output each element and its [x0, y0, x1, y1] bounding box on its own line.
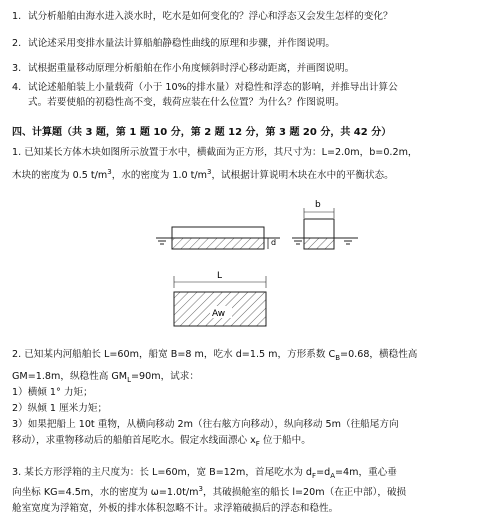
q1-text-b: ，水的密度为 1.0 t/m — [111, 170, 207, 182]
q2-gml-sub: L — [127, 375, 131, 384]
q1-sup-1: 3 — [107, 168, 112, 176]
calc-q1-line1: 1. 已知某长方体木块如图所示放置于水中，横截面为正方形，其尺寸为：L=2.0m，b=0.2m， — [12, 147, 418, 158]
section-title: 四、计算题（共 3 题，第 1 题 10 分，第 2 题 12 分，第 3 题 20 分，共 42 分） — [12, 127, 392, 138]
question-text-line1: 试论述船舶装上小量载荷（小于 10%的排水量）对稳性和浮态的影响，并推导出计算公 — [28, 82, 398, 93]
calc-q2-item3: 3）如果把船上 10t 重物，从横向移动 2m（往右舷方向移动），纵向移动 5m（往船尾方向 — [12, 419, 399, 430]
side-submerged — [172, 238, 264, 249]
question-number: 3. — [12, 63, 22, 74]
question-text: 试论述采用变排水量法计算船舶静稳性曲线的原理和步骤，并作图说明。 — [28, 38, 335, 49]
q2-text-f: 位于船中。 — [259, 435, 311, 446]
calc-q2-item1: 1）横倾 1° 力矩； — [12, 387, 93, 398]
question-text: 试分析船舶由海水进入淡水时，吃水是如何变化的？浮心和浮态又会发生怎样的变化？ — [28, 11, 393, 22]
label-b: b — [315, 200, 321, 210]
q3-da-sub: A — [330, 471, 335, 480]
label-L: L — [217, 271, 223, 281]
q2-text-c: GM=1.8m，纵稳性高 GM — [12, 371, 128, 382]
question-text-line2: 式。若要使船的初稳性高不变，载荷应装在什么位置？为什么？作图说明。 — [28, 97, 345, 108]
side-view — [156, 227, 280, 249]
label-d: d — [271, 238, 277, 247]
calc-q3-line2 — [12, 484, 482, 500]
question-number: 4. — [12, 82, 22, 93]
q2-text-a: 2. 已知某内河船舶长 L=60m，船宽 B=8 m，吃水 d=1.5 m，方形系数 C — [12, 349, 336, 360]
q1-sup-2: 3 — [207, 168, 212, 176]
calc-q2-item2: 2）纵倾 1 厘米力矩； — [12, 403, 108, 414]
q3-text-e: ，其破损舱室的船长 l=20m（在正中部），破损 — [202, 487, 407, 499]
q1-text-c: ，试根据计算说明木块在水中的平衡状态。 — [211, 170, 394, 182]
q3-sup: 3 — [198, 485, 203, 493]
question-text: 试根据重量移动原理分析船舶在作小角度倾斜时浮心移动距离，并画图说明。 — [28, 63, 355, 74]
q3-text-d: 向坐标 KG=4.5m，水的密度为 ω=1.0t/m — [12, 487, 199, 499]
calc-q3-line1 — [12, 466, 482, 481]
calc-q2-line2 — [12, 370, 482, 385]
calc-q2-line1 — [12, 348, 482, 363]
question-4-cont — [28, 96, 487, 110]
block-figure — [140, 196, 380, 346]
q3-text-a: 3. 某长方形浮箱的主尺度为：长 L=60m，宽 B=12m，首尾吃水为 d — [12, 467, 313, 478]
question-2 — [12, 37, 482, 51]
q3-df-sub: F — [312, 471, 317, 480]
q2-text-b: =0.68，横稳性高 — [340, 349, 418, 360]
q2-xf-sub: F — [255, 439, 260, 448]
plan-view — [174, 271, 266, 326]
q3-text-c: =4m，重心垂 — [335, 467, 397, 478]
calc-q3-line3: 舱室宽度为浮箱宽，外板的排水体积忽略不计。求浮箱破损后的浮态和稳性。 — [12, 503, 339, 514]
calc-q1-line2 — [12, 167, 482, 183]
question-number: 1. — [12, 11, 22, 22]
question-number: 2. — [12, 38, 22, 49]
q2-text-e: 移动），求重物移动后的船舶首尾吃水。假定水线面漂心 x — [12, 435, 256, 446]
cross-section-view — [292, 200, 358, 249]
calc-q2-item3-cont — [12, 434, 482, 449]
question-3 — [12, 62, 482, 76]
question-1 — [12, 10, 482, 24]
q3-text-b: =d — [316, 467, 331, 478]
question-4 — [12, 81, 482, 95]
label-Aw: Aw — [212, 309, 226, 319]
q1-text-a: 木块的密度为 0.5 t/m — [12, 170, 108, 182]
q2-text-d: =90m，试求： — [131, 371, 199, 382]
q2-cb-sub: B — [335, 353, 341, 362]
cross-submerged — [304, 238, 334, 249]
